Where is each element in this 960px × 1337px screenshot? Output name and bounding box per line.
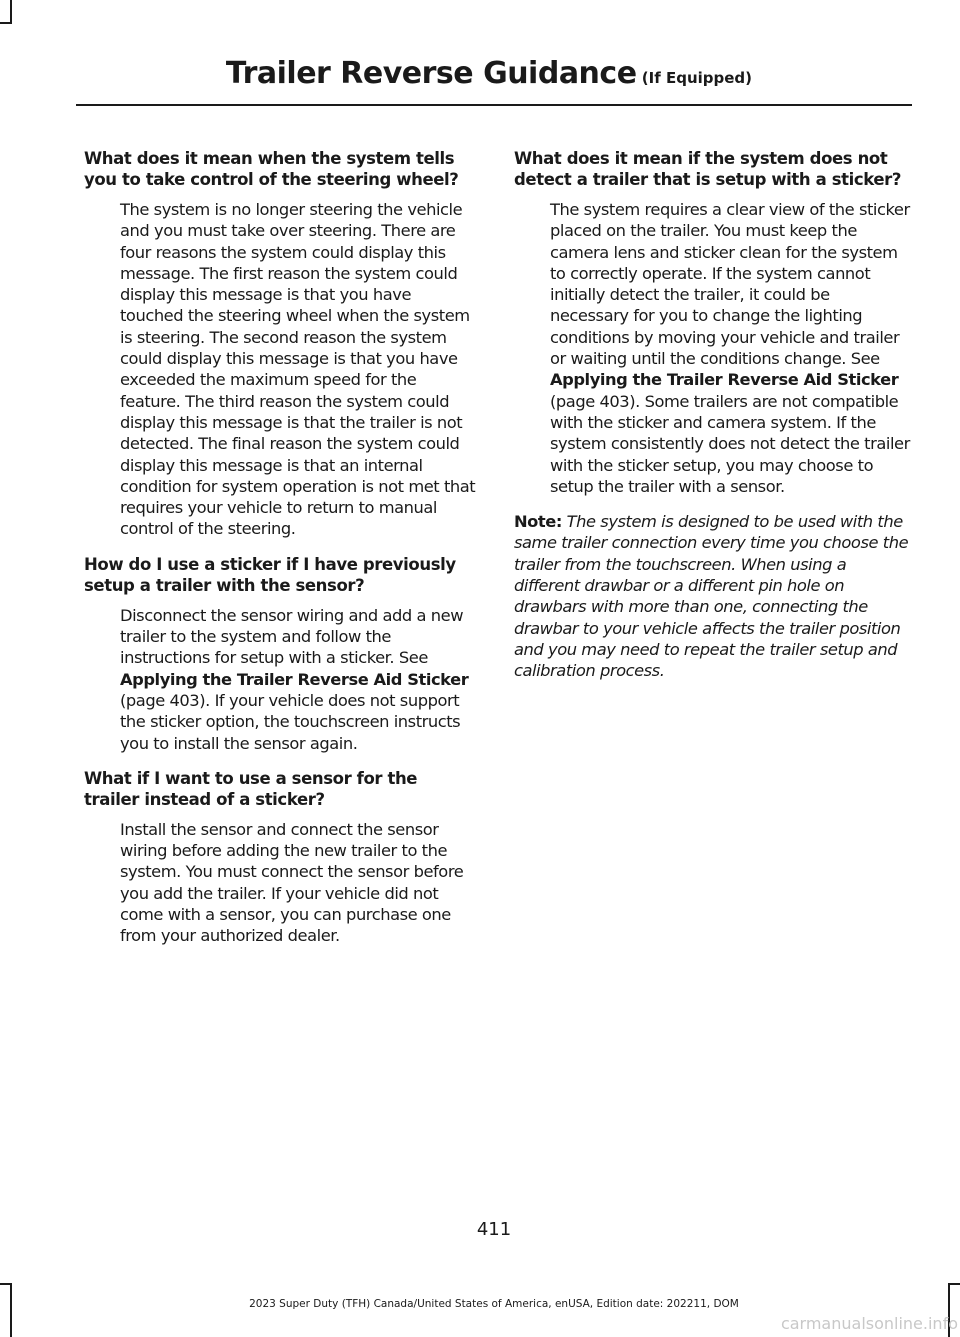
note-label: Note: (514, 512, 562, 532)
question-use-sticker: How do I use a sticker if I have previously setup a trailer with the sensor? (84, 554, 456, 595)
note-text: The system is designed to be used with the same trailer connection every time you choose the trailer from the touchscreen. When using a different drawbar or a different pin hole on drawbars with more than one, connecting the drawbar to your vehicle affects the trailer position and you may need to repeat the trailer setup and calibration process. (514, 512, 909, 681)
right-column (514, 148, 910, 682)
question-use-sensor: What if I want to use a sensor for the trailer instead of a sticker? (84, 768, 418, 809)
footer: 2023 Super Duty (TFH) Canada/United States of America, enUSA, Edition date: 202211, DOM (249, 1298, 739, 1310)
note (514, 511, 910, 681)
question-not-detect: What does it mean if the system does not detect a trailer that is setup with a sticker? (514, 149, 902, 189)
page-reference: (page 403). (550, 391, 640, 411)
cross-reference-link[interactable]: Applying the Trailer Reverse Aid Sticker (550, 370, 899, 390)
title-suffix: (If Equipped) (636, 69, 752, 87)
crop-mark-top-left-v (10, 0, 12, 24)
page-number: 411 (476, 1219, 512, 1240)
crop-mark-top-left-h (0, 22, 12, 24)
title-main: Trailer Reverse Guidance (225, 56, 637, 91)
answer-use-sensor: Install the sensor and connect the sensor wiring before adding the new trailer to the system. You must connect the sensor before you add the trailer. If your vehicle did not come with a sensor, you can purchase one from your authorized dealer. (120, 819, 464, 946)
answer-use-sticker-text-2: If your vehicle does not support the sticker option, the touchscreen instructs you to install the sensor again. (120, 690, 461, 753)
page-title (226, 54, 752, 98)
page-reference: (page 403). (120, 690, 210, 710)
answer-not-detect (550, 199, 910, 497)
watermark: carmanualsonline.info (780, 1314, 958, 1333)
cross-reference-link[interactable]: Applying the Trailer Reverse Aid Sticker (120, 669, 469, 689)
answer-use-sticker-text: Disconnect the sensor wiring and add a new trailer to the system and follow the instructions for setup with a sticker. See (120, 605, 464, 668)
answer-take-control: The system is no longer steering the vehicle and you must take over steering. There are four reasons the system could display this message. The first reason the system could display this message is that you have touched the steering wheel when the system is steering. The second reason the system could display this message is that you have exceeded the maximum speed for the feature. The third reason the system could display this message is that the trailer is not detected. The final reason the system could display this message is that an internal condition for system operation is not met that requires your vehicle to return to manual control of the steering. (120, 200, 476, 539)
crop-mark-bottom-left-h (0, 1283, 12, 1285)
answer-not-detect-text-2: Some trailers are not compatible with the sticker and camera system. If the system consistently does not detect the trailer with the sticker setup, you may choose to setup the trailer with a sensor. (550, 391, 910, 496)
question-take-control: What does it mean when the system tells you to take control of the steering wheel? (84, 149, 459, 189)
left-column (84, 148, 476, 961)
answer-use-sticker (120, 605, 476, 754)
crop-mark-bottom-right-h (948, 1283, 960, 1285)
answer-not-detect-text: The system requires a clear view of the sticker placed on the trailer. You must keep the camera lens and sticker clean for the system to correctly operate. If the system cannot initially detect the trailer, it could be necessary for you to change the lighting conditions by moving your vehicle and trailer or waiting until the conditions change. See (550, 200, 910, 369)
header-rule (76, 104, 912, 106)
